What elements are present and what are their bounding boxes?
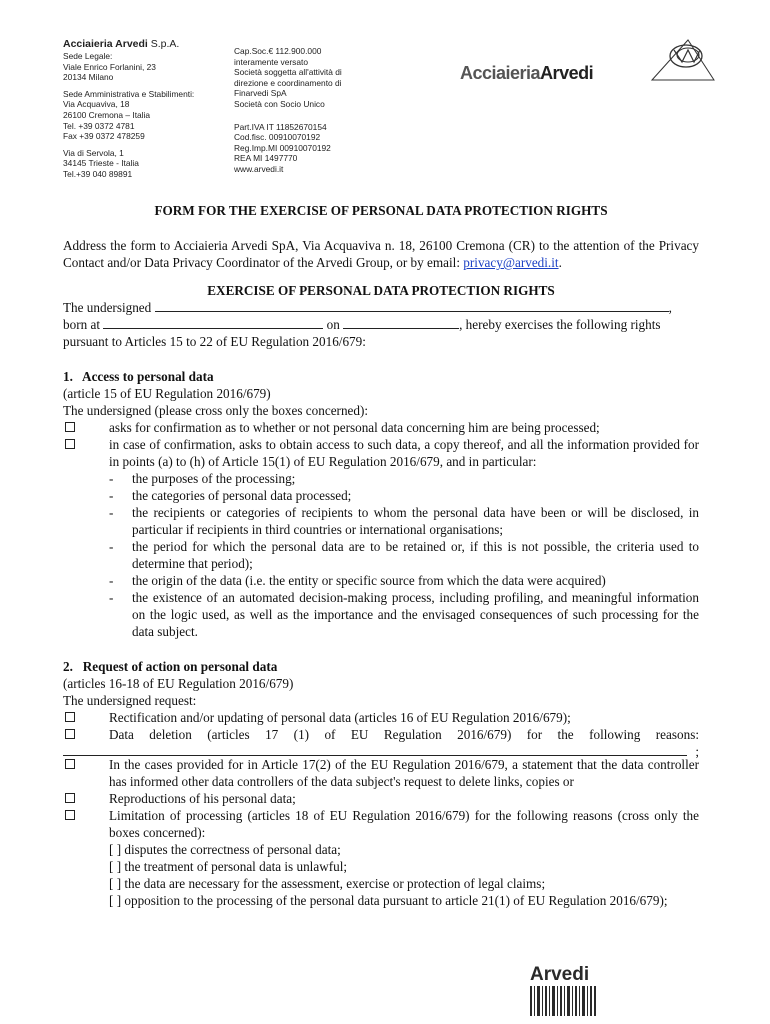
option-text: Rectification and/or updating of personal data (articles 16 of EU Regulation 2016/679); [109,710,571,725]
header-left-column [63,38,194,180]
exercise-text: , hereby exercises the following rights [459,317,661,332]
form-subtitle: EXERCISE OF PERSONAL DATA PROTECTION RIGHTS [207,283,555,298]
logo-part1: Acciaieria [460,63,541,83]
company-logo-text [460,63,593,84]
reproduction-option [63,790,699,807]
checkbox[interactable] [65,712,75,722]
section2-article: (articles 16-18 of EU Regulation 2016/679) [63,676,294,691]
header-line: Finarvedi SpA [234,88,287,99]
rectification-option [63,709,699,726]
list-item: - the recipients or categories of recipients to whom the personal data have been or will be disclosed, in particular if recipients in third countries or international organisations; [109,505,699,537]
header-line: Reg.Imp.MI 00910070192 [234,142,331,153]
access-confirmation-option [63,419,699,436]
header-line: www.arvedi.it [234,163,284,174]
deletion-notice-option [63,756,699,790]
checkbox[interactable] [65,422,75,432]
list-item: - the period for which the personal data are to be retained or, if this is not possible, the criteria used to determine that period); [109,539,699,571]
list-item: - the origin of the data (i.e. the entity or specific source from which the data were acquired) [109,573,606,588]
option-text: In the cases provided for in Article 17(2) of the EU Regulation 2016/679, a statement that the data controller has informed other data controllers of the data subject's request to delete links, copies or [109,757,699,789]
section1-instruction: The undersigned (please cross only the boxes concerned): [63,403,369,418]
checkbox[interactable] [65,439,75,449]
checkbox[interactable] [65,729,75,739]
deletion-reasons-field[interactable] [63,743,687,756]
undersigned-row: The undersigned , [63,300,672,315]
form-title: FORM FOR THE EXERCISE OF PERSONAL DATA PROTECTION RIGHTS [154,203,608,218]
option-text: Limitation of processing (articles 18 of EU Regulation 2016/679) for the following reasons (cross only the boxes concerned): [109,808,699,840]
company-suffix: S.p.A. [147,38,180,50]
deletion-reasons-row [63,743,699,759]
checkbox[interactable] [65,810,75,820]
company-name-text: Acciaieria Arvedi [63,38,148,50]
undersigned-name-field[interactable] [155,300,669,312]
semicolon: ; [695,744,699,759]
limitation-option [63,807,699,841]
born-row [63,316,699,333]
limitation-reason[interactable]: [ ] opposition to the processing of the personal data pursuant to article 21(1) of EU Regulation 2016/679); [109,893,668,908]
option-text: asks for confirmation as to whether or not personal data concerning him are being processed; [109,420,600,435]
section2-instruction: The undersigned request: [63,693,197,708]
header-line: Fax +39 0372 478259 [63,131,145,142]
list-item: - the existence of an automated decision-making process, including profiling, and meaningful information on the logic used, as well as the importance and the envisaged consequences of such processing for the data subject. [109,590,699,639]
deletion-option [63,726,699,743]
header-line: direzione e coordinamento di [234,77,342,88]
arvedi-emblem-icon [648,36,718,84]
header-mid-column [234,46,342,175]
option-text: Data deletion (articles 17 (1) of EU Regulation 2016/679) for the following reasons: [109,727,699,742]
pursuant-text: pursuant to Articles 15 to 22 of EU Regulation 2016/679: [63,334,366,349]
access-copy-option [63,436,699,470]
header-line: 20134 Milano [63,72,114,83]
header-line: Cap.Soc.€ 112.900.000 [234,46,322,56]
header-line: Società soggetta all'attività di [234,67,342,78]
header-line: Tel.+39 040 89891 [63,168,133,179]
barcode-icon [530,986,598,1016]
birthdate-field[interactable] [343,317,459,329]
limitation-reason[interactable]: [ ] the data are necessary for the assessment, exercise or protection of legal claims; [109,876,546,891]
section2-heading: 2. Request of action on personal data [63,659,278,674]
checkbox[interactable] [65,793,75,803]
option-text: Reproductions of his personal data; [109,791,296,806]
header-line: Via di Servola, 1 [63,147,124,158]
header-line: Part.IVA IT 11852670154 [234,121,327,132]
privacy-email-link[interactable]: privacy@arvedi.it [463,255,559,270]
header-line: Tel. +39 0372 4781 [63,120,135,131]
on-label: on [326,317,340,332]
address-paragraph [63,237,699,271]
section1-heading: 1. Access to personal data [63,369,214,384]
footer-logo-text: Arvedi [530,964,590,985]
header-line: Via Acquaviva, 18 [63,99,130,110]
list-item: - the categories of personal data processed; [109,488,352,503]
header-line: interamente versato [234,56,309,67]
header-line: Società con Socio Unico [234,98,325,109]
checkbox[interactable] [65,759,75,769]
list-item: - the purposes of the processing; [109,471,296,486]
logo-part2: Arvedi [540,63,594,83]
header-line: REA MI 1497770 [234,153,298,164]
header-line: Sede Legale: [63,51,113,61]
header-line: Cod.fisc. 00910070192 [234,132,321,143]
address-end: . [558,255,562,270]
header-line: Sede Amministrativa e Stabilimenti: [63,88,195,99]
undersigned-label: The undersigned [63,300,152,315]
address-text: Address the form to Acciaieria Arvedi SpA, Via Acquaviva n. 18, 26100 Cremona (CR) to the attention of the Privacy Contact and/or Data Privacy Coordinator of the Arvedi Group, or by email: [63,238,699,270]
form-document [63,202,699,909]
limitation-reason[interactable]: [ ] disputes the correctness of personal data; [109,842,341,857]
born-at-label: born at [63,317,100,332]
birthplace-field[interactable] [103,317,323,329]
option-text: in case of confirmation, asks to obtain access to such data, a copy thereof, and all the information provided for in points (a) to (h) of Article 15(1) of EU Regulation 2016/679, and in particular: [109,437,699,469]
section1-article: (article 15 of EU Regulation 2016/679) [63,386,271,401]
limitation-reason[interactable]: [ ] the treatment of personal data is unlawful; [109,859,348,874]
header-line: 26100 Cremona – Italia [63,109,151,120]
header-line: 34145 Trieste - Italia [63,158,139,169]
header-line: Viale Enrico Forlanini, 23 [63,61,156,72]
company-name [63,38,194,51]
